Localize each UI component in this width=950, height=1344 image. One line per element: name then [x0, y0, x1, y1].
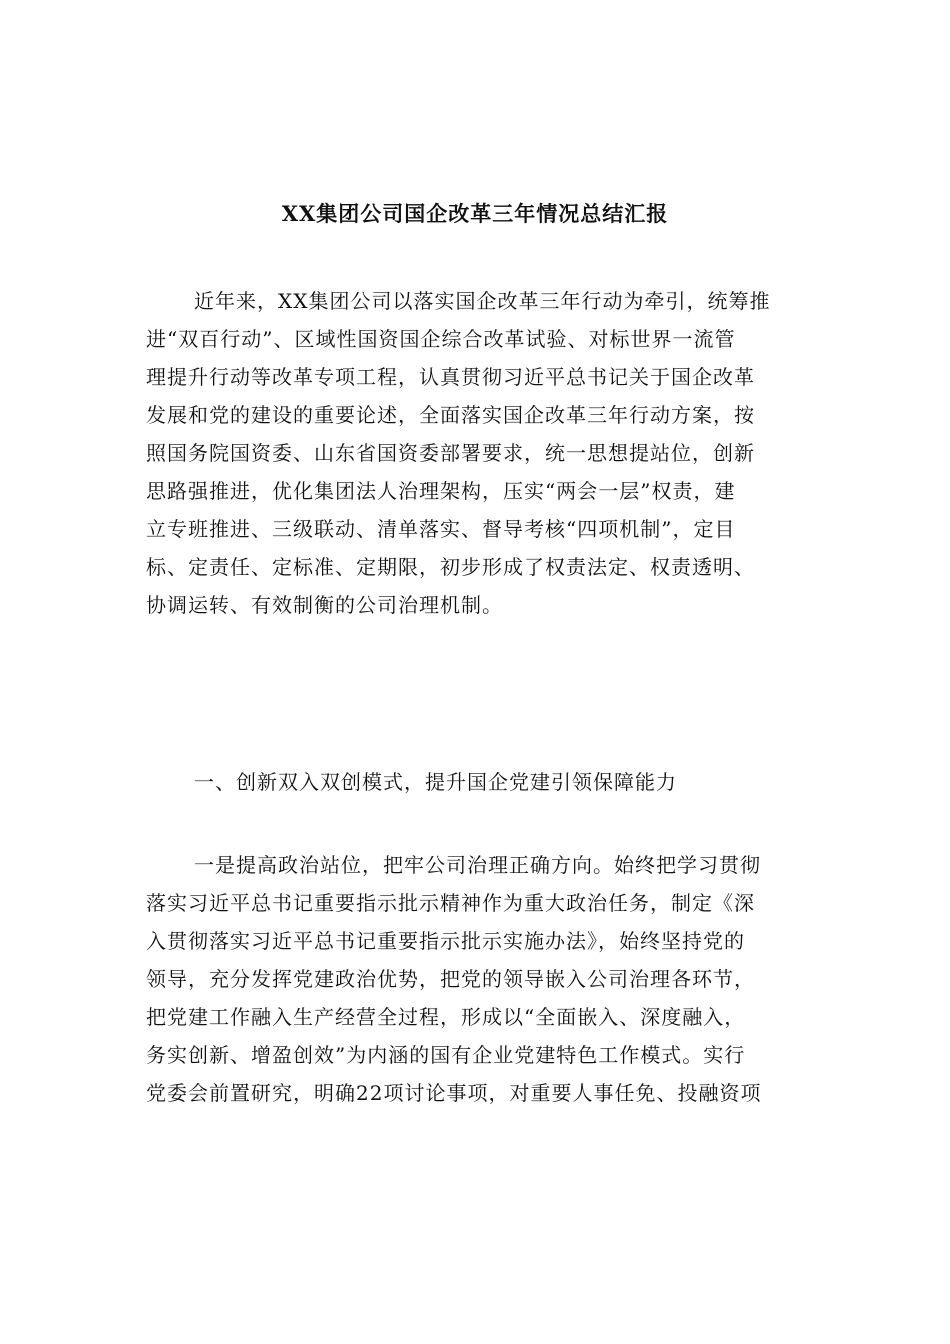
paragraph-line: 标、定责任、定标准、定期限，初步形成了权责法定、权责透明、: [146, 555, 755, 579]
paragraph-line: 协调运转、有效制衡的公司治理机制。: [146, 593, 503, 617]
paragraph-line: 思路强推进，优化集团法人治理架构，压实“两会一层”权责，建: [146, 479, 736, 503]
paragraph-line: 领导，充分发挥党建政治优势，把党的领导嵌入公司治理各环节，: [146, 967, 755, 991]
paragraph-line: 进“双百行动”、区域性国资国企综合改革试验、对标世界一流管: [146, 327, 736, 351]
paragraph-line: 照国务院国资委、山东省国资委部署要求，统一思想提站位，创新: [146, 441, 755, 465]
section-heading: [146, 763, 806, 801]
paragraph-line: 入贯彻落实习近平总书记重要指示批示实施办法》，始终坚持党的: [146, 929, 745, 953]
paragraph-line: 党委会前置研究，明确22项讨论事项，对重要人事任免、投融资项: [146, 1081, 762, 1105]
paragraph-line: 近年来，XX集团公司以落实国企改革三年行动为牵引，统筹推: [194, 289, 771, 313]
paragraph-line: 务实创新、增盈创效”为内涵的国有企业党建特色工作模式。实行: [146, 1043, 746, 1067]
section-heading-text: 一、创新双入双创模式，提升国企党建引领保障能力: [194, 770, 677, 794]
paragraph-line: 发展和党的建设的重要论述，全面落实国企改革三年行动方案，按: [146, 403, 755, 427]
paragraph-line: 落实习近平总书记重要指示批示精神作为重大政治任务，制定《深: [146, 891, 755, 915]
paragraph-line: 一是提高政治站位，把牢公司治理正确方向。始终把学习贯彻: [194, 853, 761, 877]
document-title: XX集团公司国企改革三年情况总结汇报: [281, 201, 669, 226]
paragraph-line: 立专班推进、三级联动、清单落实、督导考核“四项机制”，定目: [146, 517, 736, 541]
paragraph-intro: [146, 282, 806, 624]
paragraph-line: 把党建工作融入生产经营全过程，形成以“全面嵌入、深度融入，: [146, 1005, 746, 1029]
paragraph-section-1: [146, 846, 806, 1112]
paragraph-line: 理提升行动等改革专项工程，认真贯彻习近平总书记关于国企改革: [146, 365, 755, 389]
